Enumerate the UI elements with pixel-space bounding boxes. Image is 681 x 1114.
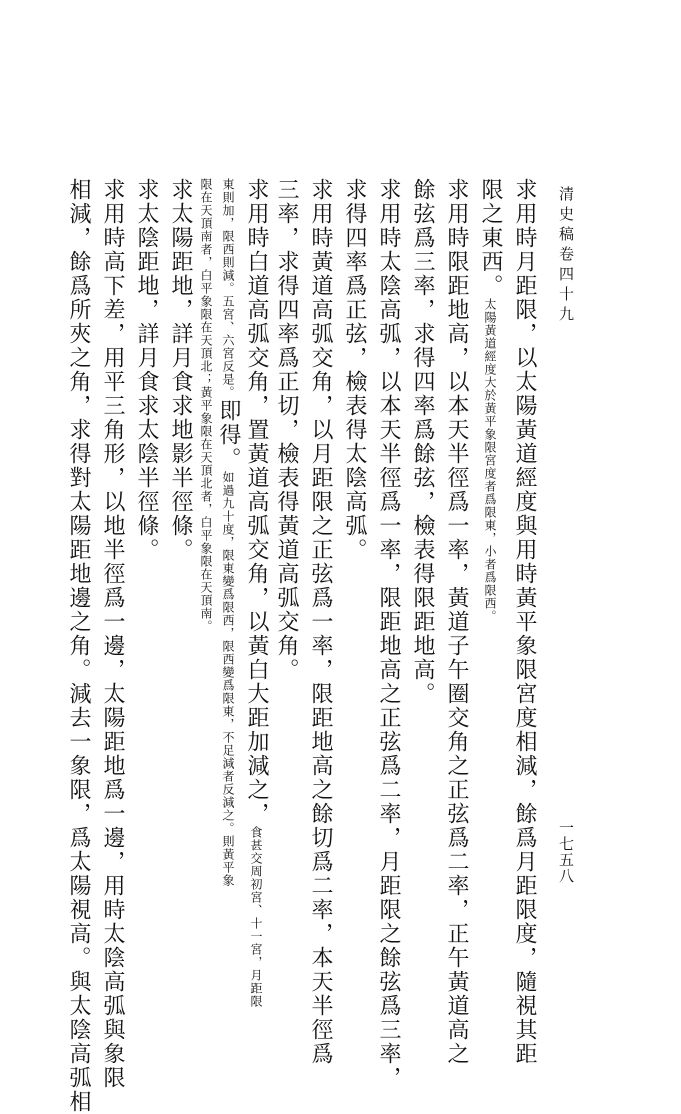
- column-text: 求太陰距地，詳月食求太陰半徑條。: [134, 178, 159, 562]
- text-column-5: [377, 178, 399, 1090]
- text-column-8: [275, 178, 297, 682]
- text-column-11: [200, 178, 212, 633]
- column-text: 求用時高下差，用平三角形，以地半徑爲一邊，太陽距地爲一邊，用時太陰高弧與象限: [100, 178, 125, 1090]
- annotation-note: 東則加，限西則減。五宮、六宮反是。: [221, 178, 235, 399]
- text-column-3: [445, 178, 467, 1066]
- column-text: 即得。: [216, 399, 241, 471]
- running-title-text: 清史稿卷四十九: [557, 186, 575, 326]
- column-text: 求用時太陰高弧，以本天半徑爲一率，限距地高之正弦爲二率，月距限之餘弦爲三率，: [376, 178, 401, 1090]
- column-text: 求用時限距地高，以本天半徑爲一率，黃道子午圈交角之正弦爲二率，正午黃道高之: [444, 178, 469, 1066]
- column-text: 限之東西。: [478, 178, 503, 298]
- column-text: 求用時黃道高弧交角，以月距限之正弦爲一率，限距地高之餘切爲二率，本天半徑爲: [308, 178, 333, 1066]
- column-text: 相減，餘爲所夾之角，求得對太陽距地邊之角。減去一象限，爲太陽視高。與太陰高弧相: [66, 178, 91, 1114]
- text-column-2: [479, 178, 501, 623]
- text-column-14: [101, 178, 123, 1090]
- text-column-7: [309, 178, 331, 1066]
- text-column-1: [513, 178, 535, 1066]
- text-column-4: [411, 178, 433, 706]
- running-title: [556, 186, 577, 326]
- column-text: 求得四率爲正弦，檢表得太陰高弧。: [342, 178, 367, 562]
- column-text: 求太陽距地，詳月食求地影半徑條。: [168, 178, 193, 562]
- page-number-text: 一七五八: [557, 820, 575, 884]
- column-text: 三率，求得四率爲正切，檢表得黃道高弧交角。: [274, 178, 299, 682]
- column-text: 求用時白道高弧交角，置黃道高弧交角，以黃白大距加減之，: [244, 178, 269, 826]
- annotation-note: 限在天頂南者，白平象限在天頂北；黃平象限在天頂北者，白平象限在天頂南。: [199, 178, 213, 633]
- text-column-12: [169, 178, 191, 562]
- text-column-6: [343, 178, 365, 562]
- page-number: [556, 820, 577, 884]
- text-column-9: [245, 178, 267, 1008]
- annotation-note: 食甚交周初宮、十一宮，月距限: [249, 826, 263, 1008]
- column-text: 餘弦爲三率，求得四率爲餘弦，檢表得限距地高。: [410, 178, 435, 706]
- text-column-13: [135, 178, 157, 562]
- text-column-15: [67, 178, 89, 1114]
- column-text: 求用時月距限，以太陽黃道經度與用時黃平象限宮度相減，餘爲月距限度，隨視其距: [512, 178, 537, 1066]
- text-column-10: [217, 178, 239, 887]
- annotation-note: 如過九十度，限東變爲限西，限西變爲限東，不足減者反減之。則黃平象: [221, 471, 235, 887]
- annotation-note: 太陽黃道經度大於黃平象限宮度者爲限東，小者爲限西。: [483, 298, 497, 623]
